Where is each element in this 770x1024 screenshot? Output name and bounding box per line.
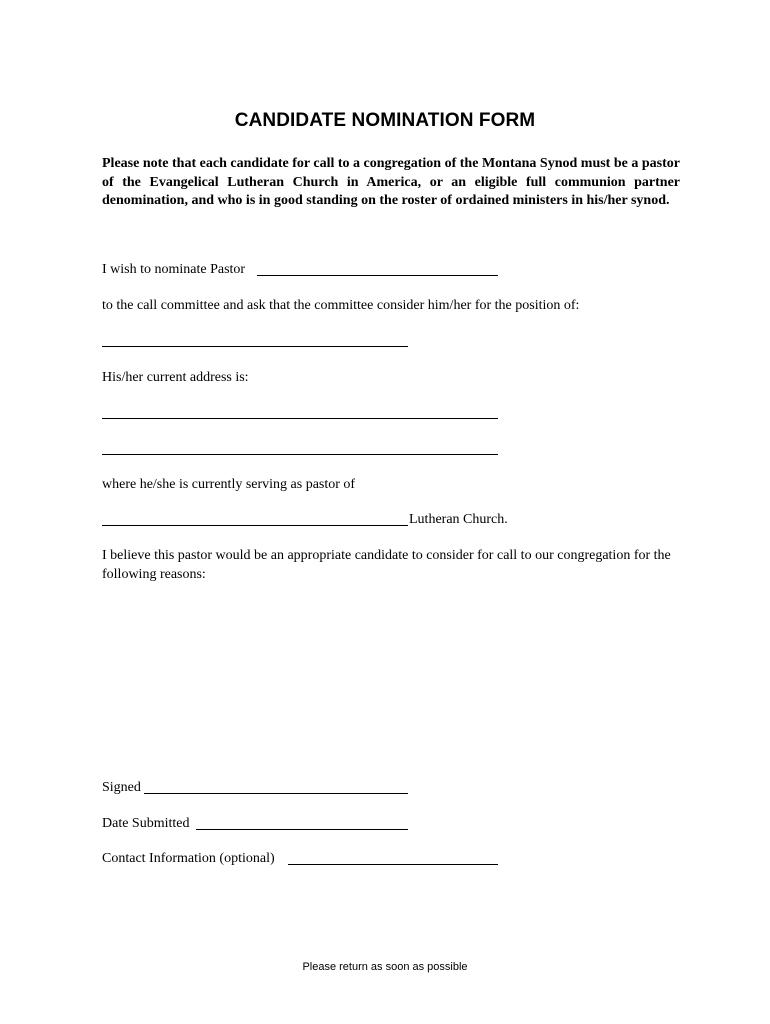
position-field[interactable] <box>102 346 408 347</box>
address-label: His/her current address is: <box>102 370 249 385</box>
committee-text: to the call committee and ask that the committee consider him/her for the position of: <box>102 298 580 313</box>
contact-info-field[interactable] <box>288 864 498 865</box>
signed-label: Signed <box>102 780 141 795</box>
date-submitted-label: Date Submitted <box>102 816 190 831</box>
nominate-pastor-label: I wish to nominate Pastor <box>102 262 246 277</box>
signature-field[interactable] <box>144 793 408 794</box>
return-notice-footer: Please return as soon as possible <box>302 961 468 973</box>
contact-info-label: Contact Information (optional) <box>102 851 275 866</box>
church-name-field[interactable] <box>102 525 408 526</box>
address-line-2-field[interactable] <box>102 454 498 455</box>
eligibility-notice: Please note that each candidate for call to a congregation of the Montana Synod must be a pastor of the Evangelical Lutheran Church in America, or an eligible full communion partner denomination, and who is in good standing on the roster of ordained ministers in his/her synod. <box>102 156 680 208</box>
address-line-1-field[interactable] <box>102 418 498 419</box>
serving-text: where he/she is currently serving as pastor of <box>102 477 356 492</box>
pastor-name-field[interactable] <box>257 275 498 276</box>
reasons-text: I believe this pastor would be an appropriate candidate to consider for call to our congregation for the following reasons: <box>102 548 671 582</box>
date-submitted-field[interactable] <box>196 829 408 830</box>
church-suffix-label: Lutheran Church. <box>409 512 508 527</box>
form-title: CANDIDATE NOMINATION FORM <box>234 110 536 131</box>
